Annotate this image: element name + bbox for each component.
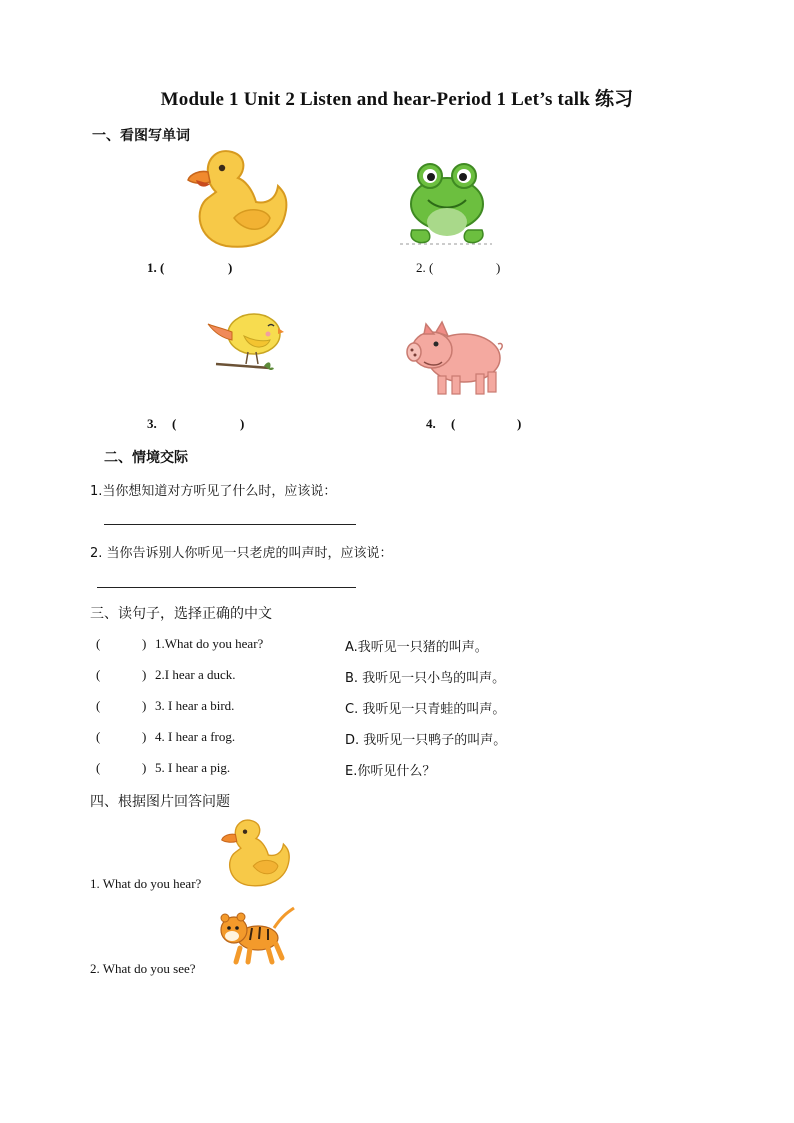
duck-picture-small bbox=[220, 818, 292, 888]
sentence-5: 5. I hear a pig. bbox=[155, 760, 231, 775]
section4-heading: 四、根据图片回答问题 bbox=[90, 794, 230, 810]
sentence-1: 1.What do you hear? bbox=[155, 636, 264, 651]
answer-bracket-open[interactable]: ( bbox=[96, 760, 101, 775]
tiger-picture bbox=[216, 906, 296, 968]
answer-bracket-close: ) bbox=[142, 667, 147, 682]
frog-picture bbox=[400, 160, 494, 250]
option-d: D. 我听见一只鸭子的叫声。 bbox=[345, 733, 507, 748]
answer-bracket-open[interactable]: ( bbox=[96, 667, 101, 682]
item3-open: ( bbox=[172, 416, 177, 431]
answer-bracket-open[interactable]: ( bbox=[96, 698, 101, 713]
item2-label: 2. ( bbox=[416, 260, 434, 275]
sentence-2: 2.I hear a duck. bbox=[155, 667, 236, 682]
item4-open: ( bbox=[451, 416, 456, 431]
answer-bracket-close: ) bbox=[142, 760, 147, 775]
pig-picture bbox=[406, 320, 504, 398]
item3-label: 3. bbox=[147, 416, 157, 431]
option-a: A.我听见一只猪的叫声。 bbox=[345, 640, 488, 655]
picture-question-1: 1. What do you hear? bbox=[90, 876, 202, 891]
item1-close: ) bbox=[228, 260, 233, 275]
item4-close: ) bbox=[517, 416, 522, 431]
answer-line-1[interactable] bbox=[104, 524, 356, 525]
item1-label: 1. ( bbox=[147, 260, 165, 275]
duck-picture bbox=[186, 148, 290, 250]
answer-bracket-close: ) bbox=[142, 636, 147, 651]
situation-question-2: 2. 当你告诉别人你听见一只老虎的叫声时，应该说： bbox=[90, 546, 393, 561]
option-c: C. 我听见一只青蛙的叫声。 bbox=[345, 702, 506, 717]
answer-bracket-open[interactable]: ( bbox=[96, 636, 101, 651]
situation-question-1: 1.当你想知道对方听见了什么时，应该说： bbox=[90, 484, 337, 499]
option-b: B. 我听见一只小鸟的叫声。 bbox=[345, 671, 506, 686]
sentence-3: 3. I hear a bird. bbox=[155, 698, 235, 713]
answer-bracket-close: ) bbox=[142, 698, 147, 713]
item2-close: ) bbox=[496, 260, 501, 275]
option-e: E.你听见什么？ bbox=[345, 764, 436, 779]
sentence-4: 4. I hear a frog. bbox=[155, 729, 236, 744]
picture-question-2: 2. What do you see? bbox=[90, 961, 196, 976]
answer-bracket-open[interactable]: ( bbox=[96, 729, 101, 744]
item4-label: 4. bbox=[426, 416, 436, 431]
answer-bracket-close: ) bbox=[142, 729, 147, 744]
bird-picture bbox=[204, 304, 284, 376]
page-title: Module 1 Unit 2 Listen and hear-Period 1 Let’s talk 练习 bbox=[160, 89, 634, 110]
item3-close: ) bbox=[240, 416, 245, 431]
section3-heading: 三、读句子，选择正确的中文 bbox=[90, 606, 272, 622]
answer-line-2[interactable] bbox=[97, 587, 356, 588]
section2-heading: 二、情境交际 bbox=[104, 450, 188, 466]
section1-heading: 一、看图写单词 bbox=[92, 128, 190, 144]
